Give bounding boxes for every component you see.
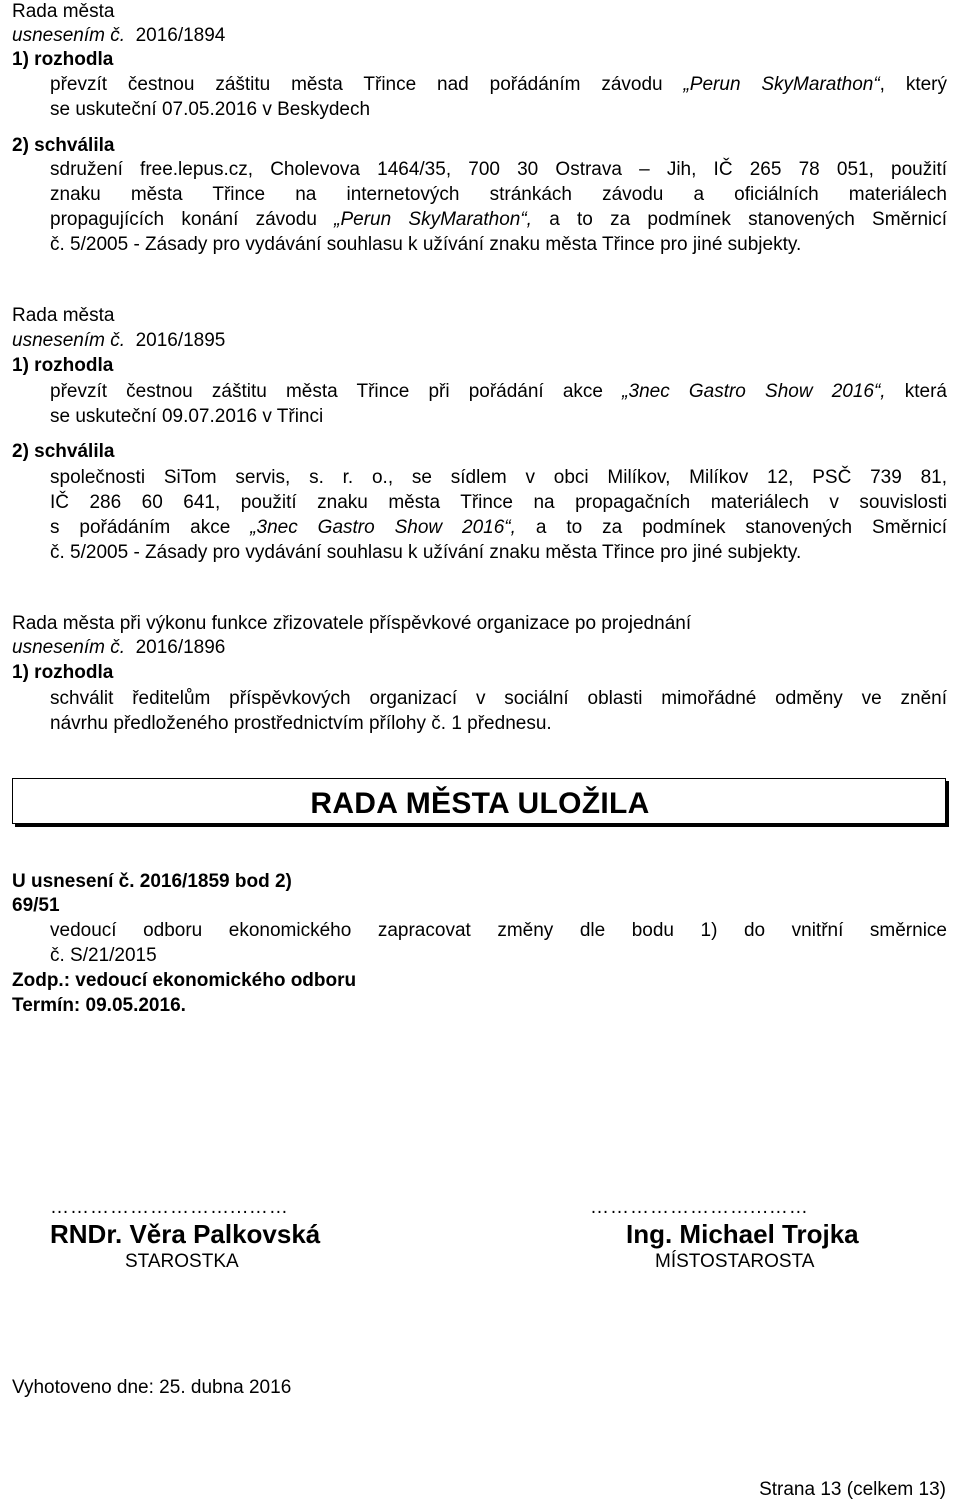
r1896-point1-label: 1) rozhodla (12, 662, 114, 683)
r1895-point1-line1: převzít čestnou záštitu města Třince při pořádání akce „3nec Gastro Show 2016“, která (50, 381, 947, 402)
r1896-number-line (12, 636, 225, 660)
r1896-point1-line2: návrhu předloženého prostřednictvím přílohy č. 1 přednesu. (50, 713, 552, 734)
signature-right-title: MÍSTOSTAROSTA (655, 1251, 815, 1272)
r1894-point1-line1: převzít čestnou záštitu města Třince nad pořádáním závodu „Perun SkyMarathon“, který (50, 74, 948, 95)
page-number: Strana 13 (celkem 13) (759, 1479, 946, 1500)
r1895-point1-line2: se uskuteční 09.07.2016 v Třinci (50, 406, 324, 427)
task-ref: U usnesení č. 2016/1859 bod 2) (12, 871, 292, 892)
r1896-label: usnesením č. (12, 637, 125, 658)
r1894-point1-line2: se uskuteční 07.05.2016 v Beskydech (50, 99, 371, 120)
r1895-number-line (12, 329, 225, 353)
r1896-point1-line1: schválit ředitelům příspěvkových organizací v sociální oblasti mimořádné odměny ve znění (50, 688, 947, 709)
signature-left-title: STAROSTKA (125, 1251, 239, 1272)
task-code: 69/51 (12, 895, 60, 916)
r1894-rada: Rada města (12, 1, 115, 22)
r1895-point2-line4: č. 5/2005 - Zásady pro vydávání souhlasu k užívání znaku města Třince pro jiné subjekty. (50, 542, 802, 563)
prepared-date: Vyhotoveno dne: 25. dubna 2016 (12, 1377, 292, 1398)
task-text-line2: č. S/21/2015 (50, 945, 157, 966)
r1896-rada: Rada města při výkonu funkce zřizovatele příspěvkové organizace po projednání (12, 613, 692, 634)
r1894-label: usnesením č. (12, 25, 125, 46)
r1895-label: usnesením č. (12, 330, 125, 351)
signature-right-name: Ing. Michael Trojka (626, 1219, 859, 1249)
r1895-point2-line1: společnosti SiTom servis, s. r. o., se sídlem v obci Milíkov, Milíkov 12, PSČ 739 81, (50, 467, 947, 488)
r1896-number: 2016/1896 (135, 637, 226, 658)
signature-line-left: ………………………...…… (50, 1197, 289, 1218)
r1895-point1-label: 1) rozhodla (12, 355, 114, 376)
task-deadline: Termín: 09.05.2016. (12, 995, 186, 1016)
r1894-point2-label: 2) schválila (12, 135, 115, 156)
section-heading: RADA MĚSTA ULOŽILA (310, 787, 650, 820)
r1894-point1-label: 1) rozhodla (12, 49, 114, 70)
r1894-point2-line4: č. 5/2005 - Zásady pro vydávání souhlasu k užívání znaku města Třince pro jiné subjekty. (50, 234, 802, 255)
signature-line-right: ……………………...…… (590, 1197, 809, 1218)
signature-left-name: RNDr. Věra Palkovská (50, 1219, 321, 1249)
r1894-point2-line2: znaku města Třince na internetových stránkách závodu a oficiálních materiálech (50, 184, 947, 205)
task-responsible: Zodp.: vedoucí ekonomického odboru (12, 970, 357, 991)
r1894-point2-line1: sdružení free.lepus.cz, Cholevova 1464/35, 700 30 Ostrava – Jih, IČ 265 78 051, použití (50, 159, 947, 180)
r1895-point2-line2: IČ 286 60 641, použití znaku města Třince na propagačních materiálech v souvislosti (50, 492, 947, 513)
task-text-line1: vedoucí odboru ekonomického zapracovat změny dle bodu 1) do vnitřní směrnice (50, 920, 947, 941)
r1895-point2-line3: s pořádáním akce „3nec Gastro Show 2016“, a to za podmínek stanovených Směrnicí (50, 517, 947, 538)
r1895-rada: Rada města (12, 305, 115, 326)
r1894-number: 2016/1894 (135, 25, 226, 46)
r1894-number-line (12, 24, 225, 48)
r1894-point2-line3: propagujících konání závodu „Perun SkyMarathon“, a to za podmínek stanovených Směrnicí (50, 209, 948, 230)
r1895-number: 2016/1895 (135, 330, 226, 351)
r1895-point2-label: 2) schválila (12, 441, 115, 462)
